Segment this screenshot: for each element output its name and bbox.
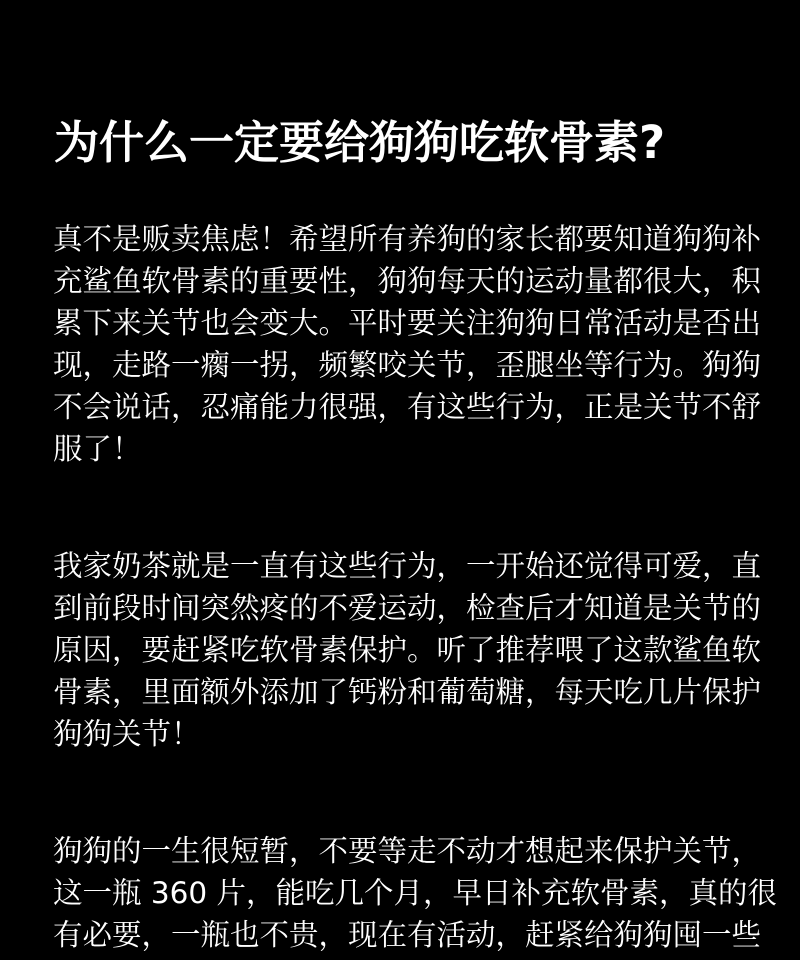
paragraph-1: [53, 218, 762, 470]
paragraph-line: 充鲨鱼软骨素的重要性，狗狗每天的运动量都很大，积: [53, 264, 762, 298]
paragraph-line: 累下来关节也会变大。平时要关注狗狗日常活动是否出: [53, 306, 762, 340]
paragraph-line: 真不是贩卖焦虑！希望所有养狗的家长都要知道狗狗补: [53, 222, 762, 256]
paragraph-line: 到前段时间突然疼的不爱运动，检查后才知道是关节的: [53, 591, 762, 625]
paragraph-line: 原因，要赶紧吃软骨素保护。听了推荐喂了这款鲨鱼软: [53, 633, 762, 667]
paragraph-2: [53, 545, 762, 755]
paragraph-line: 服了！: [53, 432, 142, 466]
paragraph-line: 现，走路一瘸一拐，频繁咬关节，歪腿坐等行为。狗狗: [53, 348, 762, 382]
paragraph-line: 狗狗关节！: [53, 717, 201, 751]
article-title: 为什么一定要给狗狗吃软骨素?: [54, 116, 666, 169]
paragraph-line: 这一瓶 360 片，能吃几个月，早日补充软骨素，真的很: [53, 876, 778, 910]
paragraph-line: 骨素，里面额外添加了钙粉和葡萄糖，每天吃几片保护: [53, 675, 762, 709]
paragraph-3: [53, 830, 778, 956]
paragraph-line: 不会说话，忍痛能力很强，有这些行为，正是关节不舒: [53, 390, 762, 424]
paragraph-line: 我家奶茶就是一直有这些行为，一开始还觉得可爱，直: [53, 549, 762, 583]
paragraph-line: 有必要，一瓶也不贵，现在有活动，赶紧给狗狗囤一些: [53, 918, 762, 952]
paragraph-line: 狗狗的一生很短暂，不要等走不动才想起来保护关节，: [53, 834, 762, 868]
